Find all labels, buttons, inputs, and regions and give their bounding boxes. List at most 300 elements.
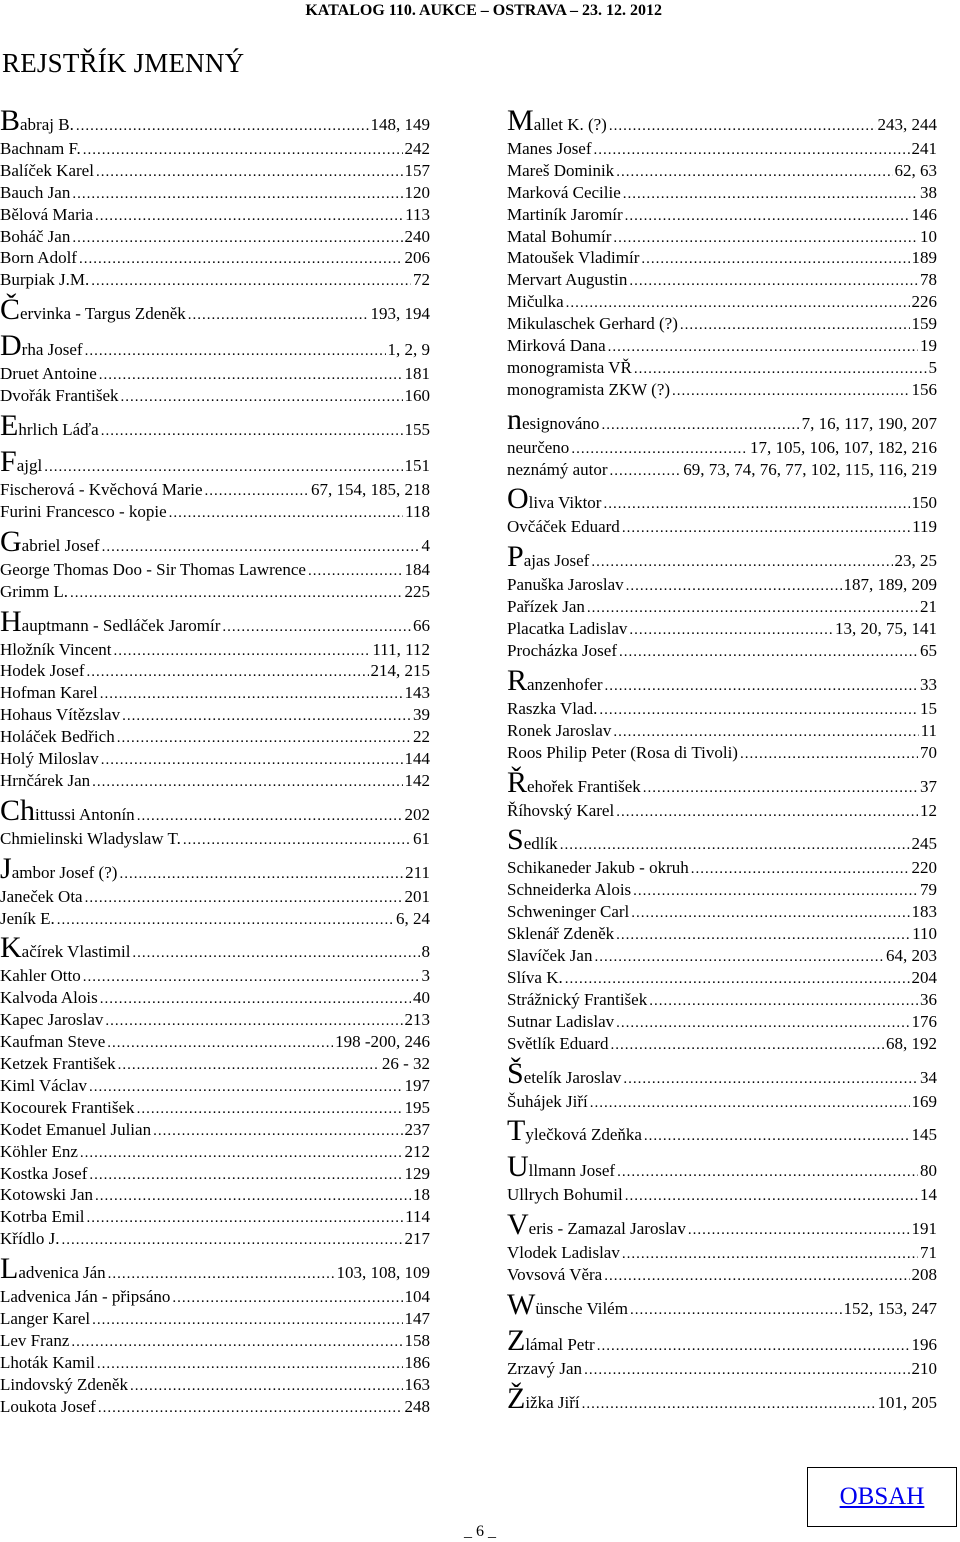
index-column-right: [507, 102, 937, 1416]
dot-leader: [87, 662, 369, 682]
entry-pages: 17, 105, 106, 107, 182, 216: [750, 437, 937, 457]
entry-name-text: Sutnar Ladislav: [507, 1011, 615, 1031]
index-entry: [0, 1097, 430, 1119]
index-entry: [0, 605, 430, 639]
entry-name-text: ajas Josef: [523, 551, 590, 571]
index-entry: [0, 908, 430, 930]
entry-pages: 157: [404, 160, 430, 180]
entry-name: [507, 1033, 609, 1055]
index-entry: [507, 574, 937, 596]
index-entry: [507, 664, 937, 698]
entry-pages: 226: [911, 292, 937, 312]
index-entry: [0, 852, 430, 886]
entry-name: [507, 879, 631, 901]
index-entry: [0, 886, 430, 908]
index-entry: [0, 1053, 430, 1075]
entry-name-text: abraj B.: [20, 115, 74, 134]
entry-name: [0, 445, 42, 479]
dot-leader: [594, 947, 884, 967]
entry-name-text: Balíček Karel: [0, 160, 94, 180]
entry-name-text: Panuška Jaroslav: [507, 575, 624, 595]
dot-leader: [590, 1093, 910, 1113]
dot-leader: [98, 1398, 403, 1418]
index-entry: [507, 742, 937, 764]
entry-initial-letter: S: [507, 823, 524, 857]
index-entry: [507, 1264, 937, 1286]
dot-leader: [101, 414, 403, 443]
entry-pages: 208: [911, 1265, 937, 1285]
entry-name-text: ervinka - Targus Zdeněk: [20, 304, 186, 324]
entry-name-text: lámal Petr: [525, 1335, 595, 1355]
index-entry: [507, 247, 937, 269]
entry-name-text: advenica Ján: [18, 1263, 106, 1283]
dot-leader: [108, 1257, 335, 1286]
entry-name: [0, 479, 203, 501]
entry-name: [0, 660, 85, 682]
obsah-box: [807, 1467, 957, 1527]
entry-name-text: Bachnam F.: [0, 139, 81, 158]
entry-name: [507, 357, 632, 379]
entry-name-text: Ladvenica Ján - připsáno: [0, 1287, 171, 1307]
entry-name: [0, 704, 120, 726]
entry-pages: 195: [404, 1097, 430, 1117]
entry-pages: 64, 203: [886, 946, 937, 966]
entry-name: [507, 459, 608, 481]
entry-name-text: Sklenář Zdeněk: [507, 924, 615, 944]
dot-leader: [625, 206, 910, 226]
entry-pages: 150: [911, 493, 937, 513]
entry-name-text: Světlík Eduard: [507, 1033, 609, 1053]
entry-name-text: Hodek Josef: [0, 661, 85, 681]
dot-leader: [87, 1208, 404, 1228]
dot-leader: [137, 799, 403, 828]
index-entry: [507, 226, 937, 248]
entry-initial-letter: O: [507, 482, 529, 516]
index-entry: [507, 1091, 937, 1113]
entry-initial-letter: F: [0, 445, 17, 479]
entry-initial-letter: Ř: [507, 765, 528, 799]
index-entry: [507, 823, 937, 857]
index-entry: [0, 204, 430, 226]
entry-name: [507, 1382, 580, 1416]
entry-name-text: Kalvoda Alois: [0, 988, 98, 1008]
entry-name: [0, 293, 186, 327]
dot-leader: [623, 1062, 918, 1091]
dot-leader: [611, 1035, 884, 1055]
dot-leader: [616, 1013, 909, 1033]
entry-pages: 210: [911, 1359, 937, 1379]
entry-name-text: Langer Karel: [0, 1308, 91, 1328]
entry-name: [0, 501, 167, 523]
entry-name-text: Říhovský Karel: [507, 800, 615, 820]
entry-name-text: Kotrba Emil: [0, 1207, 85, 1227]
entry-initial-letter: U: [507, 1150, 529, 1184]
dot-leader: [622, 1244, 918, 1264]
dot-leader: [76, 109, 369, 138]
dot-leader: [85, 334, 386, 363]
entry-name: [0, 138, 81, 160]
entry-name: [507, 138, 592, 160]
entry-name-text: ižka Jiří: [525, 1392, 580, 1412]
entry-pages: 38: [920, 182, 937, 202]
entry-name-text: Holáček Bedřich: [0, 727, 115, 747]
dot-leader: [89, 1077, 402, 1097]
index-entry: [507, 901, 937, 923]
entry-pages: 19: [920, 336, 937, 356]
dot-leader: [626, 576, 842, 596]
index-entry: [507, 379, 937, 401]
entry-name: [0, 1228, 60, 1250]
entry-name: [507, 160, 614, 182]
entry-pages: 26 - 32: [381, 1054, 430, 1074]
entry-name-text: Holý Miloslav: [0, 749, 99, 769]
entry-name-text: Manes Josef: [507, 139, 592, 158]
dot-leader: [641, 249, 909, 269]
index-entry: [0, 182, 430, 204]
entry-name-text: Slíva K.: [507, 967, 563, 987]
dot-leader: [560, 828, 910, 857]
entry-initial-letter: H: [0, 604, 22, 638]
index-entry: [507, 269, 937, 291]
entry-pages: 22: [413, 727, 430, 747]
index-entry: [507, 1150, 937, 1184]
page-title: REJSTŘÍK JMENNÝ: [2, 48, 245, 78]
entry-name: [507, 1150, 615, 1184]
dot-leader: [122, 706, 411, 726]
index-entry: [507, 1184, 937, 1206]
entry-pages: 213: [404, 1010, 430, 1030]
dot-leader: [121, 387, 403, 407]
entry-initial-letter: Š: [507, 1056, 524, 1090]
dot-leader: [604, 1266, 909, 1286]
dot-leader: [308, 561, 403, 581]
entry-pages: 184: [404, 559, 430, 579]
entry-name-text: Chmielinski Wladyslaw T.: [0, 828, 181, 848]
entry-name: [507, 901, 629, 923]
entry-pages: 206: [404, 248, 430, 268]
dot-leader: [83, 967, 420, 987]
dot-leader: [172, 1288, 402, 1308]
entry-pages: 156: [911, 379, 937, 399]
dot-leader: [188, 298, 369, 327]
entry-name: [0, 931, 130, 965]
entry-pages: 214, 215: [370, 661, 430, 681]
entry-name-text: Kotowski Jan: [0, 1185, 94, 1205]
entry-pages: 159: [911, 314, 937, 334]
entry-name-text: Matoušek Vladimír: [507, 248, 640, 268]
entry-name-text: Kiml Václav: [0, 1075, 88, 1095]
entry-pages: 143: [404, 683, 430, 703]
entry-pages: 217: [404, 1229, 430, 1249]
entry-name: [0, 385, 119, 407]
entry-name: [507, 742, 738, 764]
index-entry: [0, 385, 430, 407]
entry-pages: 225: [404, 581, 430, 601]
entry-initial-letter: Ž: [507, 1381, 526, 1415]
entry-name-text: Bauch Jan: [0, 182, 71, 202]
entry-name: [507, 226, 611, 248]
index-entry: [507, 698, 937, 720]
entry-name: [507, 574, 624, 596]
entry-pages: 197: [404, 1075, 430, 1095]
index-entry: [0, 704, 430, 726]
dot-leader: [92, 772, 402, 792]
entry-name: [507, 923, 614, 945]
entry-pages: 129: [404, 1163, 430, 1183]
entry-name-text: George Thomas Doo - Sir Thomas Lawrence: [0, 559, 306, 579]
entry-name: [507, 720, 611, 742]
dot-leader: [72, 184, 402, 204]
entry-pages: 69, 73, 74, 76, 77, 102, 115, 116, 219: [683, 459, 937, 479]
index-entry: [507, 1011, 937, 1033]
dot-leader: [72, 228, 402, 248]
index-entry: [0, 329, 430, 363]
entry-pages: 202: [404, 804, 430, 824]
entry-pages: 3: [421, 966, 430, 986]
index-entry: [0, 1352, 430, 1374]
dot-leader: [89, 1165, 402, 1185]
entry-name: [0, 1374, 128, 1396]
dot-leader: [672, 381, 909, 401]
entry-name-text: Mičulka: [507, 292, 564, 312]
entry-name-text: Raszka Vlad.: [507, 698, 598, 718]
entry-pages: 201: [404, 886, 430, 906]
entry-initial-letter: R: [507, 663, 528, 697]
index-entry: [0, 965, 430, 987]
dot-leader: [616, 925, 910, 945]
entry-name-text: ambor Josef (?): [11, 862, 118, 882]
entry-pages: 78: [920, 270, 937, 290]
entry-pages: 62, 63: [894, 160, 937, 180]
entry-name-text: Mervart Augustin: [507, 270, 628, 290]
entry-pages: 145: [911, 1125, 937, 1145]
index-entry: [507, 879, 937, 901]
index-entry: [507, 640, 937, 662]
entry-pages: 37: [920, 776, 937, 796]
entry-name-text: Jeník E.: [0, 908, 55, 928]
entry-name-text: Grimm L.: [0, 581, 68, 601]
entry-name: [0, 329, 83, 363]
index-entry: [0, 293, 430, 327]
entry-name: [0, 1252, 106, 1286]
obsah-link[interactable]: OBSAH: [839, 1483, 925, 1510]
entry-pages: 193, 194: [370, 304, 430, 324]
entry-initial-letter: G: [0, 524, 22, 558]
index-entry: [507, 1358, 937, 1380]
entry-name: [507, 800, 614, 822]
index-entry: [507, 1114, 937, 1148]
index-entry: [507, 720, 937, 742]
dot-leader: [613, 722, 918, 742]
dot-leader: [101, 750, 403, 770]
entry-pages: 36: [920, 989, 937, 1009]
entry-pages: 196: [911, 1335, 937, 1355]
catalog-header: KATALOG 110. AUKCE – OSTRAVA – 23. 12. 2012: [305, 2, 662, 19]
entry-name: [507, 1288, 628, 1322]
entry-name-text: Bělová Maria: [0, 204, 93, 224]
entry-name: [0, 559, 306, 581]
entry-name-text: Kaufman Steve: [0, 1032, 106, 1052]
entry-name: [507, 482, 601, 516]
index-entry: [0, 682, 430, 704]
entry-pages: 23, 25: [894, 551, 937, 571]
dot-leader: [649, 991, 918, 1011]
entry-name-text: Janeček Ota: [0, 886, 83, 906]
dot-leader: [114, 641, 371, 661]
entry-pages: 181: [404, 364, 430, 384]
dot-leader: [630, 1293, 842, 1322]
entry-name: [0, 1119, 151, 1141]
entry-name: [0, 525, 100, 559]
entry-name: [0, 1184, 93, 1206]
index-entry: [507, 182, 937, 204]
dot-leader: [608, 337, 918, 357]
index-entry: [507, 459, 937, 481]
entry-pages: 144: [404, 749, 430, 769]
entry-name-text: Schweninger Carl: [507, 902, 630, 922]
dot-leader: [629, 271, 918, 291]
entry-pages: 147: [404, 1308, 430, 1328]
entry-name: [507, 698, 597, 720]
index-entry: [0, 1308, 430, 1330]
dot-leader: [91, 271, 411, 291]
dot-leader: [610, 461, 682, 481]
index-entry: [507, 923, 937, 945]
entry-name-text: Lhoták Kamil: [0, 1352, 95, 1372]
index-entry: [0, 269, 430, 291]
index-entry: [507, 482, 937, 516]
entry-pages: 243, 244: [877, 115, 937, 134]
entry-pages: 169: [911, 1091, 937, 1111]
entry-name-text: edlík: [523, 834, 558, 854]
dot-leader: [100, 684, 403, 704]
entry-name-text: Vlodek Ladislav: [507, 1243, 620, 1263]
index-entry: [0, 445, 430, 479]
entry-initial-letter: E: [0, 409, 19, 443]
entry-name: [507, 1242, 620, 1264]
index-entry: [507, 335, 937, 357]
index-entry: [0, 363, 430, 385]
dot-leader: [44, 450, 402, 479]
index-entry: [507, 1382, 937, 1416]
entry-name-text: abriel Josef: [21, 535, 100, 555]
dot-leader: [105, 1011, 402, 1031]
entry-pages: 242: [404, 139, 430, 158]
entry-name-text: Ullrych Bohumil: [507, 1185, 623, 1205]
index-entry: [0, 639, 430, 661]
entry-pages: 80: [920, 1161, 937, 1181]
entry-pages: 40: [413, 988, 430, 1008]
entry-pages: 119: [912, 517, 937, 537]
entry-name: [507, 945, 592, 967]
index-entry: [507, 1033, 937, 1055]
entry-name-text: Kostka Josef: [0, 1163, 88, 1183]
index-entry: [0, 1075, 430, 1097]
entry-name-text: etelík Jaroslav: [523, 1067, 622, 1087]
entry-name: [0, 160, 94, 182]
entry-initial-letter: T: [507, 1114, 526, 1148]
index-entry: [507, 138, 937, 160]
entry-name: [507, 1324, 595, 1358]
dot-leader: [584, 1360, 909, 1380]
index-entry: [507, 403, 937, 437]
index-entry: [507, 1242, 937, 1264]
entry-pages: 5: [928, 357, 937, 377]
dot-leader: [96, 162, 403, 182]
entry-name: [507, 104, 607, 138]
entry-name-text: esignováno: [522, 413, 600, 433]
entry-name-text: Fischerová - Kvěchová Marie: [0, 480, 203, 500]
entry-name-text: Strážnický František: [507, 989, 648, 1009]
dot-leader: [597, 1329, 910, 1358]
entry-name-text: Loukota Josef: [0, 1396, 96, 1416]
entry-name: [507, 640, 617, 662]
dot-leader: [99, 365, 403, 385]
entry-pages: 212: [404, 1141, 430, 1161]
dot-leader: [169, 503, 403, 523]
entry-pages: 103, 108, 109: [336, 1263, 430, 1283]
entry-pages: 11: [920, 720, 937, 740]
entry-name: [0, 1009, 103, 1031]
entry-initial-letter: Č: [0, 293, 21, 327]
entry-name-text: ylečková Zdeňka: [525, 1125, 642, 1145]
entry-name-text: Furini Francesco - kopie: [0, 501, 167, 521]
dot-leader: [70, 583, 403, 603]
dot-leader: [137, 1099, 403, 1119]
entry-name-text: Born Adolf: [0, 248, 77, 268]
entry-name: [0, 1206, 85, 1228]
entry-initial-letter: Ch: [0, 793, 36, 827]
dot-leader: [622, 518, 910, 538]
index-column-left: [0, 102, 430, 1417]
index-entry: [0, 1119, 430, 1141]
entry-pages: 21: [920, 597, 937, 617]
index-entry: [507, 857, 937, 879]
entry-name: [507, 596, 585, 618]
dot-leader: [634, 359, 927, 379]
dot-leader: [571, 439, 748, 459]
entry-name: [0, 682, 98, 704]
entry-pages: 39: [413, 705, 430, 725]
entry-name: [0, 1053, 116, 1075]
entry-name: [507, 540, 589, 574]
entry-name: [0, 987, 98, 1009]
index-entry: [0, 794, 430, 828]
index-entry: [0, 660, 430, 682]
dot-leader: [587, 598, 918, 618]
dot-leader: [119, 857, 403, 886]
entry-name: [0, 1308, 90, 1330]
entry-pages: 18: [413, 1185, 430, 1205]
entry-pages: 245: [911, 834, 937, 854]
entry-pages: 183: [911, 902, 937, 922]
entry-name-text: ajgl: [16, 456, 43, 476]
entry-name: [0, 1031, 105, 1053]
dot-leader: [631, 903, 909, 923]
entry-pages: 241: [911, 139, 937, 158]
entry-name: [507, 1057, 621, 1091]
index-entry: [507, 204, 937, 226]
entry-name-text: Křídlo J.: [0, 1229, 60, 1249]
entry-pages: 79: [920, 880, 937, 900]
dot-leader: [644, 1119, 910, 1148]
dot-leader: [594, 140, 910, 160]
entry-initial-letter: V: [507, 1208, 529, 1242]
index-entry: [507, 291, 937, 313]
entry-name: [0, 182, 70, 204]
dot-leader: [599, 700, 918, 720]
index-entry: [507, 618, 937, 640]
